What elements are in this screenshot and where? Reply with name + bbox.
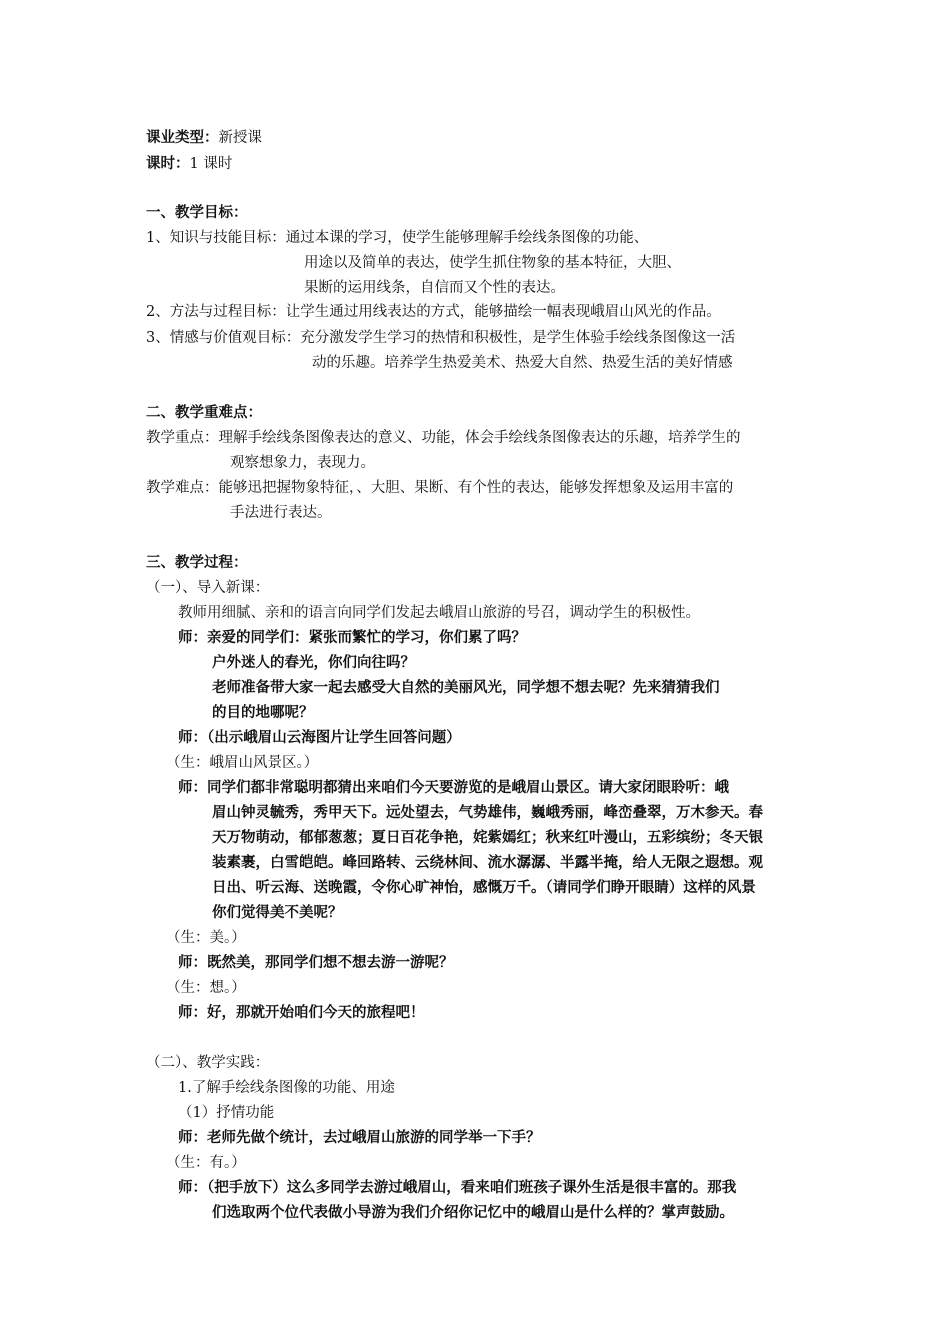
teacher-line: 师：（出示峨眉山云海图片让学生回答问题） bbox=[178, 729, 461, 746]
part2-title: （二）、教学实践： bbox=[146, 1055, 270, 1071]
part1-title: （一）、导入新课： bbox=[146, 580, 270, 596]
goal2-line: 2、方法与过程目标：让学生通过用线表达的方式，能够描绘一幅表现峨眉山风光的作品。 bbox=[146, 304, 721, 320]
key-point-line1: 教学重点：理解手绘线条图像表达的意义、功能，体会手绘线条图像表达的乐趣，培养学生的 bbox=[146, 430, 741, 446]
student-line: （生：有。） bbox=[166, 1155, 246, 1171]
part2-subitem: （1）抒情功能 bbox=[178, 1105, 275, 1121]
teacher-line: 你们觉得美不美呢？ bbox=[212, 904, 343, 921]
section3-heading: 三、教学过程： bbox=[146, 554, 248, 571]
class-hours-value: 1 课时 bbox=[189, 156, 233, 172]
goal1-line2: 用途以及简单的表达，使学生抓住物象的基本特征，大胆、 bbox=[304, 255, 681, 271]
teacher-line: 装素裹，白雪皑皑。峰回路转、云绕林间、流水潺潺、半露半掩，给人无限之遐想。观 bbox=[212, 854, 763, 871]
teacher-line: 师：好，那就开始咱们今天的旅程吧！ bbox=[178, 1004, 425, 1021]
course-type-line bbox=[146, 128, 262, 148]
section2-heading: 二、教学重难点： bbox=[146, 404, 262, 421]
teacher-line: 师：既然美，那同学们想不想去游一游呢？ bbox=[178, 954, 454, 971]
goal1-line1: 1、知识与技能目标：通过本课的学习，使学生能够理解手绘线条图像的功能、 bbox=[146, 230, 649, 246]
teacher-line: 师：（把手放下）这么多同学去游过峨眉山，看来咱们班孩子课外生活是很丰富的。那我 bbox=[178, 1179, 737, 1196]
teacher-line: 师：同学们都非常聪明都猜出来咱们今天要游览的是峨眉山景区。请大家闭眼聆听：峨 bbox=[178, 779, 729, 796]
teacher-line: 师：亲爱的同学们：紧张而繁忙的学习，你们累了吗？ bbox=[178, 629, 526, 646]
teacher-line: 师：老师先做个统计，去过峨眉山旅游的同学举一下手？ bbox=[178, 1129, 541, 1146]
student-line: （生：峨眉山风景区。） bbox=[166, 755, 319, 771]
student-line: （生：美。） bbox=[166, 930, 246, 946]
teacher-line: 户外迷人的春光，你们向往吗？ bbox=[212, 654, 415, 671]
goal3-line1: 3、情感与价值观目标：充分激发学生学习的热情和积极性，是学生体验手绘线条图像这一活 bbox=[146, 330, 736, 346]
course-type-label: 课业类型： bbox=[146, 129, 219, 146]
difficulty-line2: 手法进行表达。 bbox=[230, 505, 332, 521]
section1-heading: 一、教学目标： bbox=[146, 204, 248, 221]
teacher-line: 天万物萌动，郁郁葱葱；夏日百花争艳，姹紫嫣红；秋来红叶漫山，五彩缤纷；冬天银 bbox=[212, 829, 763, 846]
teacher-line: 老师准备带大家一起去感受大自然的美丽风光，同学想不想去呢？先来猜猜我们 bbox=[212, 679, 720, 696]
part2-subheading: 1.了解手绘线条图像的功能、用途 bbox=[178, 1080, 395, 1096]
teacher-line: 的目的地哪呢？ bbox=[212, 704, 314, 721]
class-hours-line bbox=[146, 154, 232, 174]
part1-intro: 教师用细腻、亲和的语言向同学们发起去峨眉山旅游的号召，调动学生的积极性。 bbox=[178, 605, 700, 621]
teacher-line: 日出、听云海、送晚霞，令你心旷神怡，感慨万千。（请同学们睁开眼睛）这样的风景 bbox=[212, 879, 756, 896]
teacher-line: 们选取两个位代表做小导游为我们介绍你记忆中的峨眉山是什么样的？掌声鼓励。 bbox=[212, 1204, 734, 1221]
difficulty-line1: 教学难点：能够迅把握物象特征，、大胆、果断、有个性的表达，能够发挥想象及运用丰富的 bbox=[146, 480, 734, 496]
teacher-line: 眉山钟灵毓秀，秀甲天下。远处望去，气势雄伟，巍峨秀丽，峰峦叠翠，万木参天。春 bbox=[212, 804, 763, 821]
goal1-line3: 果断的运用线条，自信而又个性的表达。 bbox=[304, 280, 565, 296]
course-type-value: 新授课 bbox=[218, 130, 262, 146]
student-line: （生：想。） bbox=[166, 980, 246, 996]
key-point-line2: 观察想象力，表现力。 bbox=[230, 455, 375, 471]
goal3-line2: 动的乐趣。培养学生热爱美术、热爱大自然、热爱生活的美好情感 bbox=[312, 355, 733, 371]
class-hours-label: 课时： bbox=[146, 155, 190, 172]
